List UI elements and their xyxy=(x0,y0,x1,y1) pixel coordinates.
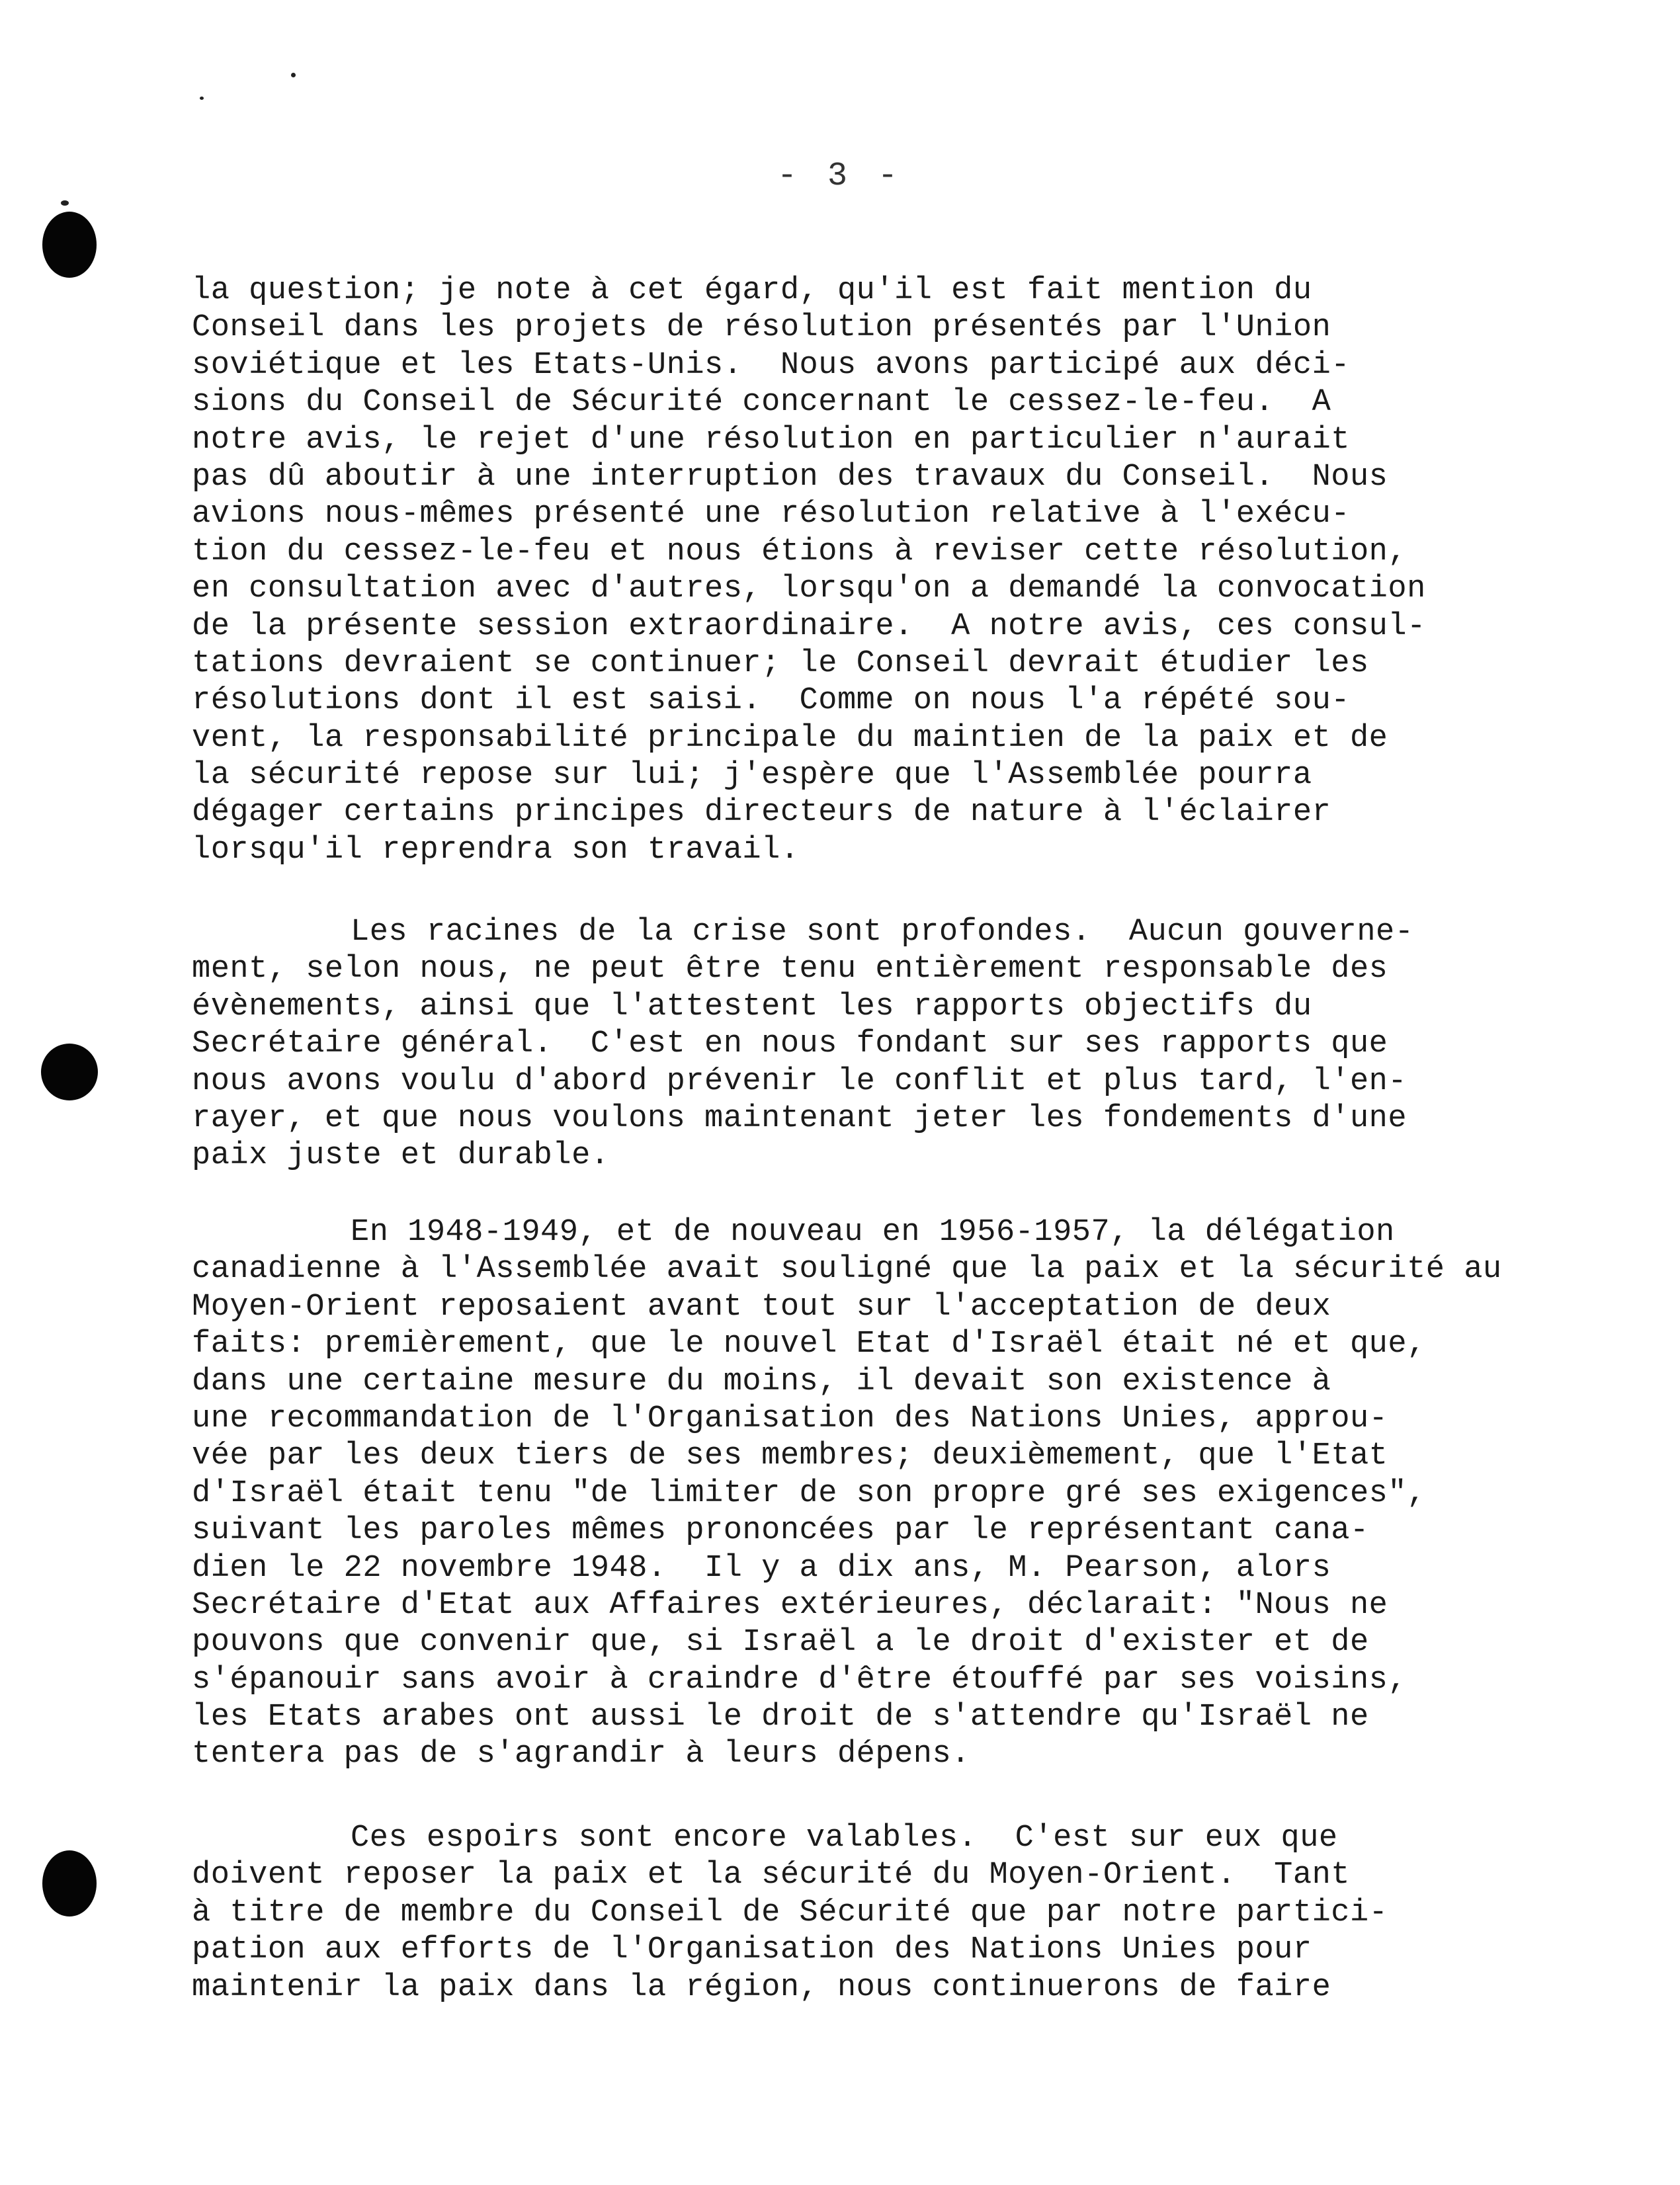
speck-mark xyxy=(291,73,296,77)
punch-hole-middle xyxy=(41,1044,98,1100)
text-line: à titre de membre du Conseil de Sécurité que par notre partici- xyxy=(192,1895,1388,1930)
text-line: pation aux efforts de l'Organisation des Nations Unies pour xyxy=(192,1932,1312,1968)
text-line: Les racines de la crise sont profondes. Aucun gouverne- xyxy=(351,915,1414,950)
text-line: rayer, et que nous voulons maintenant jeter les fondements d'une xyxy=(192,1100,1407,1136)
text-line: lorsqu'il reprendra son travail. xyxy=(192,832,800,868)
text-line: dans une certaine mesure du moins, il devait son existence à xyxy=(192,1364,1331,1399)
text-line: les Etats arabes ont aussi le droit de s'attendre qu'Israël ne xyxy=(192,1700,1369,1735)
text-line: évènements, ainsi que l'attestent les rapports objectifs du xyxy=(192,989,1312,1024)
text-line: résolutions dont il est saisi. Comme on nous l'a répété sou- xyxy=(192,683,1350,719)
text-line: en consultation avec d'autres, lorsqu'on a demandé la convocation xyxy=(192,571,1426,607)
text-line: de la présente session extraordinaire. A notre avis, ces consul- xyxy=(192,608,1426,644)
text-line: s'épanouir sans avoir à craindre d'être étouffé par ses voisins, xyxy=(192,1662,1407,1698)
text-line: notre avis, le rejet d'une résolution en particulier n'aurait xyxy=(192,422,1350,458)
text-line: sions du Conseil de Sécurité concernant le cessez-le-feu. A xyxy=(192,385,1331,421)
text-line: tion du cessez-le-feu et nous étions à reviser cette résolution, xyxy=(192,534,1407,569)
text-line: d'Israël était tenu "de limiter de son propre gré ses exigences", xyxy=(192,1475,1426,1511)
text-line: vée par les deux tiers de ses membres; deuxièmement, que l'Etat xyxy=(192,1438,1388,1474)
paragraph-1 xyxy=(192,272,1601,869)
text-line: ment, selon nous, ne peut être tenu entièrement responsable des xyxy=(192,952,1388,987)
text-line: la question; je note à cet égard, qu'il est fait mention du xyxy=(192,273,1312,308)
text-line: paix juste et durable. xyxy=(192,1138,610,1174)
text-line: Moyen-Orient reposaient avant tout sur l'acceptation de deux xyxy=(192,1289,1331,1325)
text-line: tations devraient se continuer; le Conseil devrait étudier les xyxy=(192,645,1369,681)
speck-mark xyxy=(61,200,69,206)
text-line: une recommandation de l'Organisation des Nations Unies, approu- xyxy=(192,1401,1388,1436)
paragraph-2 xyxy=(192,914,1601,1175)
text-line: pas dû aboutir à une interruption des travaux du Conseil. Nous xyxy=(192,459,1388,495)
text-line: soviétique et les Etats-Unis. Nous avons participé aux déci- xyxy=(192,347,1350,383)
text-line: Conseil dans les projets de résolution présentés par l'Union xyxy=(192,310,1331,346)
text-line: faits: premièrement, que le nouvel Etat d'Israël était né et que, xyxy=(192,1327,1426,1362)
text-line: pouvons que convenir que, si Israël a le droit d'exister et de xyxy=(192,1625,1369,1661)
paragraph-3 xyxy=(192,1214,1601,1774)
text-line: Secrétaire général. C'est en nous fondant sur ses rapports que xyxy=(192,1026,1388,1062)
text-line: dien le 22 novembre 1948. Il y a dix ans, M. Pearson, alors xyxy=(192,1550,1331,1586)
text-line: Secrétaire d'Etat aux Affaires extérieures, déclarait: "Nous ne xyxy=(192,1587,1388,1623)
text-line: tentera pas de s'agrandir à leurs dépens. xyxy=(192,1737,970,1772)
paragraph-4 xyxy=(192,1820,1601,2006)
text-line: nous avons voulu d'abord prévenir le conflit et plus tard, l'en- xyxy=(192,1063,1407,1099)
text-line: Ces espoirs sont encore valables. C'est sur eux que xyxy=(351,1821,1338,1856)
text-line: dégager certains principes directeurs de nature à l'éclairer xyxy=(192,795,1331,831)
text-line: suivant les paroles mêmes prononcées par le représentant cana- xyxy=(192,1513,1369,1549)
page-number: - 3 - xyxy=(777,157,903,195)
text-line: vent, la responsabilité principale du maintien de la paix et de xyxy=(192,720,1388,756)
text-line: maintenir la paix dans la région, nous continuerons de faire xyxy=(192,1969,1331,2005)
text-line: doivent reposer la paix et la sécurité du Moyen-Orient. Tant xyxy=(192,1858,1350,1893)
text-line: En 1948-1949, et de nouveau en 1956-1957, la délégation xyxy=(351,1215,1395,1250)
punch-hole-bottom xyxy=(42,1850,97,1917)
punch-hole-top xyxy=(42,212,97,278)
speck-mark xyxy=(200,97,204,100)
text-line: canadienne à l'Assemblée avait souligné que la paix et la sécurité au xyxy=(192,1252,1502,1288)
text-line: la sécurité repose sur lui; j'espère que l'Assemblée pourra xyxy=(192,758,1312,794)
text-line: avions nous-mêmes présenté une résolution relative à l'exécu- xyxy=(192,497,1350,532)
